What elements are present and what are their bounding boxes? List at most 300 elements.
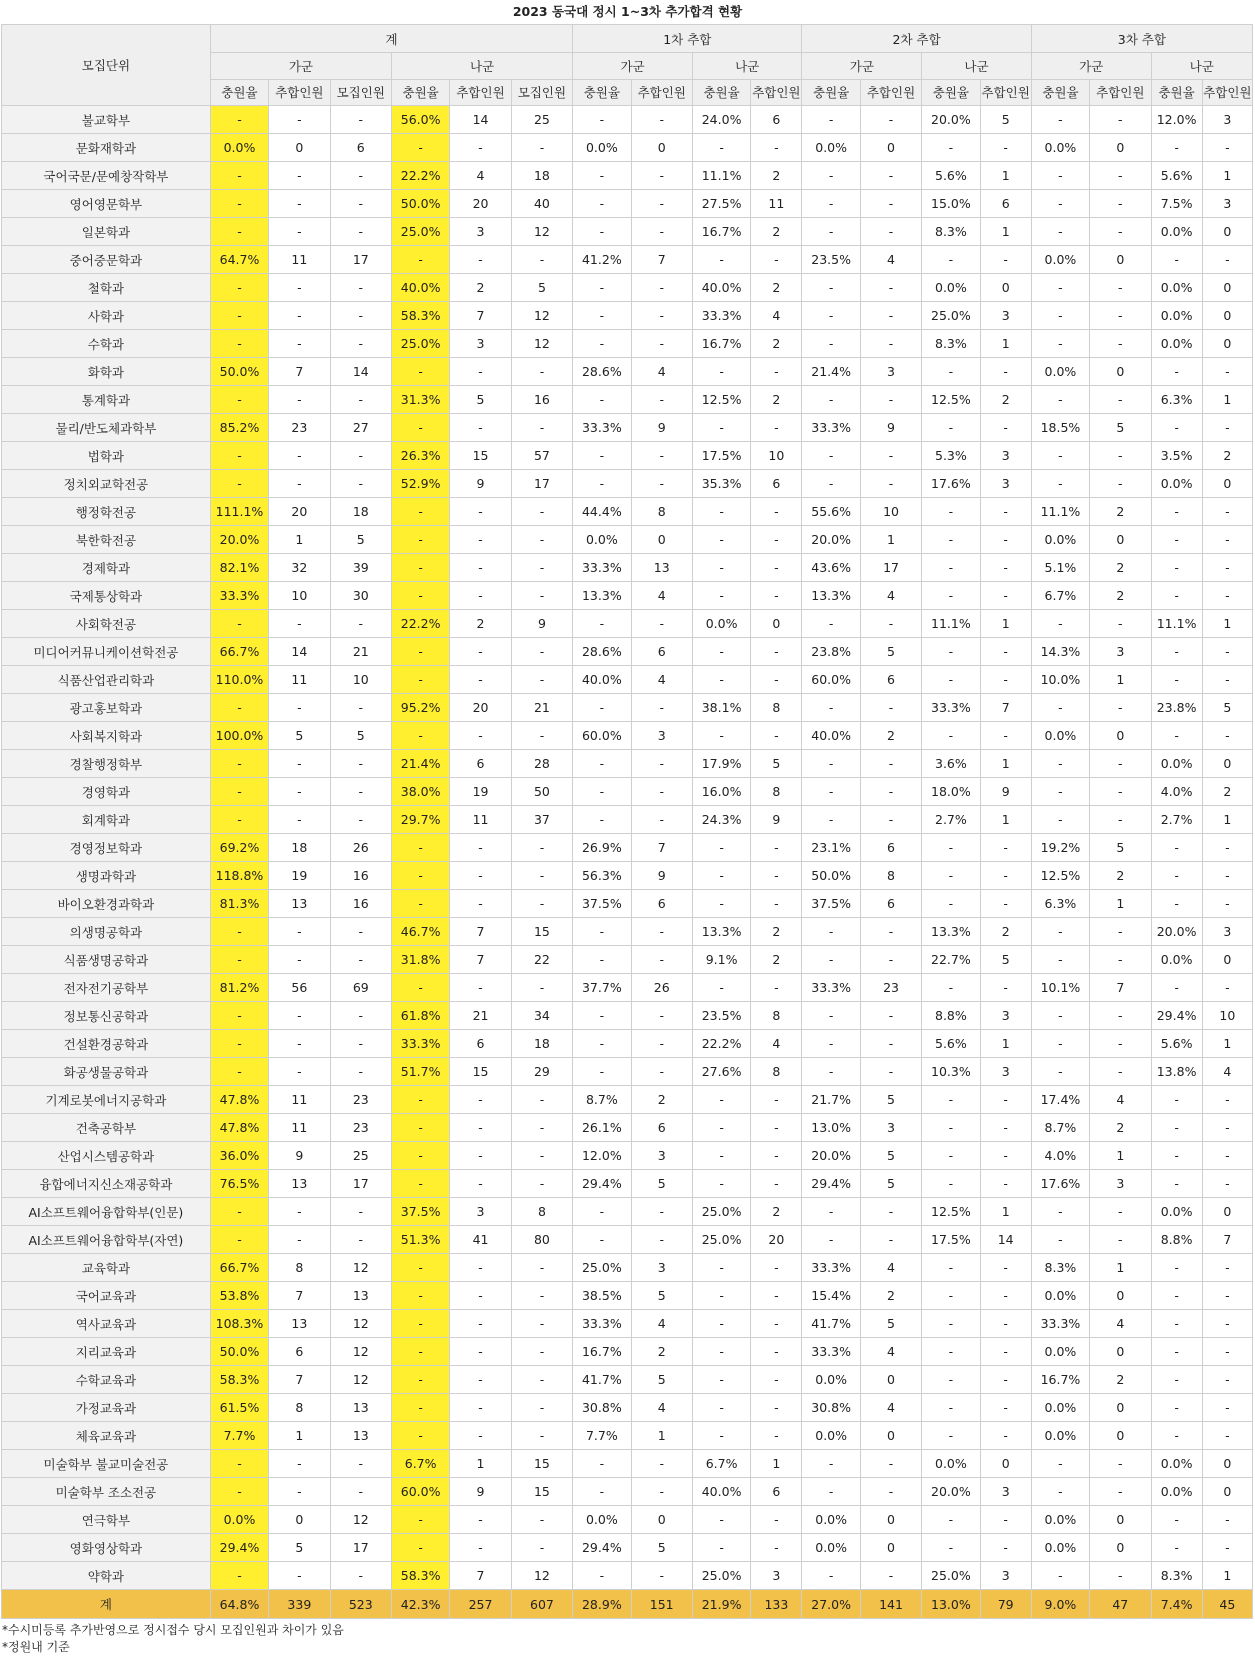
value-cell: 23.5%: [692, 1002, 750, 1030]
value-cell: 3: [1090, 638, 1151, 666]
value-cell: 22.2%: [391, 162, 449, 190]
value-cell: -: [1151, 554, 1202, 582]
value-cell: 13.3%: [573, 582, 631, 610]
value-cell: -: [450, 1422, 511, 1450]
value-cell: -: [330, 1226, 391, 1254]
value-cell: 12.0%: [573, 1142, 631, 1170]
value-cell: -: [922, 1422, 980, 1450]
header-quota: 모집인원: [330, 79, 391, 106]
value-cell: -: [450, 1366, 511, 1394]
value-cell: -: [210, 946, 268, 974]
value-cell: 1: [980, 806, 1031, 834]
value-cell: 16.7%: [573, 1338, 631, 1366]
value-cell: 81.3%: [210, 890, 268, 918]
value-cell: 6.7%: [1031, 582, 1089, 610]
unit-name-cell: 광고홍보학과: [2, 694, 211, 722]
value-cell: -: [330, 386, 391, 414]
value-cell: 0: [860, 134, 921, 162]
header-added: 추합인원: [751, 79, 802, 106]
value-cell: 2: [450, 274, 511, 302]
value-cell: -: [692, 1086, 750, 1114]
unit-name-cell: 생명과학과: [2, 862, 211, 890]
value-cell: 10: [860, 498, 921, 526]
value-cell: -: [330, 1450, 391, 1478]
unit-name-cell: 수학과: [2, 330, 211, 358]
value-cell: 9: [450, 470, 511, 498]
value-cell: -: [1090, 778, 1151, 806]
value-cell: 40.0%: [692, 1478, 750, 1506]
value-cell: -: [802, 1226, 860, 1254]
unit-name-cell: 경영정보학과: [2, 834, 211, 862]
header-r3-ga: 가군: [1031, 53, 1151, 80]
value-cell: -: [980, 1254, 1031, 1282]
value-cell: -: [1031, 1058, 1089, 1086]
value-cell: -: [802, 750, 860, 778]
value-cell: 3: [980, 442, 1031, 470]
value-cell: 11: [450, 806, 511, 834]
value-cell: 11.1%: [1151, 610, 1202, 638]
value-cell: 11: [269, 666, 330, 694]
value-cell: -: [751, 1254, 802, 1282]
total-value-cell: 47: [1090, 1590, 1151, 1619]
value-cell: -: [391, 1422, 449, 1450]
value-cell: 3: [1090, 1170, 1151, 1198]
value-cell: 4: [860, 1338, 921, 1366]
value-cell: 1: [1090, 1142, 1151, 1170]
value-cell: -: [450, 1142, 511, 1170]
value-cell: 8: [751, 694, 802, 722]
value-cell: -: [450, 638, 511, 666]
value-cell: 15: [450, 1058, 511, 1086]
value-cell: -: [631, 1478, 692, 1506]
value-cell: -: [573, 750, 631, 778]
value-cell: 6: [631, 1114, 692, 1142]
value-cell: 13: [631, 554, 692, 582]
value-cell: 1: [1090, 1254, 1151, 1282]
value-cell: 2: [1202, 778, 1252, 806]
value-cell: 33.3%: [802, 1254, 860, 1282]
value-cell: -: [1202, 1114, 1252, 1142]
header-group-r1: 1차 추합: [573, 25, 802, 53]
header-r2-ga: 가군: [802, 53, 922, 80]
value-cell: -: [210, 1450, 268, 1478]
value-cell: 8: [269, 1254, 330, 1282]
value-cell: 22.2%: [692, 1030, 750, 1058]
value-cell: 1: [980, 218, 1031, 246]
table-row: [2, 1002, 1253, 1030]
value-cell: 8.3%: [922, 330, 980, 358]
value-cell: 5.6%: [922, 162, 980, 190]
value-cell: -: [269, 610, 330, 638]
value-cell: -: [391, 1086, 449, 1114]
value-cell: -: [1202, 1338, 1252, 1366]
table-row: [2, 890, 1253, 918]
value-cell: 0.0%: [1031, 1338, 1089, 1366]
value-cell: 16: [330, 862, 391, 890]
value-cell: -: [1031, 1226, 1089, 1254]
value-cell: 1: [1090, 666, 1151, 694]
value-cell: -: [802, 1002, 860, 1030]
value-cell: -: [922, 1086, 980, 1114]
value-cell: -: [573, 106, 631, 134]
total-value-cell: 28.9%: [573, 1590, 631, 1619]
value-cell: 3: [751, 1562, 802, 1590]
value-cell: 43.6%: [802, 554, 860, 582]
value-cell: -: [922, 1310, 980, 1338]
value-cell: 26.9%: [573, 834, 631, 862]
header-group-total: 계: [210, 25, 572, 53]
total-row: [2, 1590, 1253, 1619]
value-cell: 2: [751, 1198, 802, 1226]
value-cell: 40.0%: [573, 666, 631, 694]
value-cell: 0: [1090, 1506, 1151, 1534]
value-cell: -: [511, 554, 572, 582]
unit-name-cell: 건축공학부: [2, 1114, 211, 1142]
value-cell: 11: [751, 190, 802, 218]
value-cell: 12.0%: [1151, 106, 1202, 134]
value-cell: 6.3%: [1031, 890, 1089, 918]
header-added: 추합인원: [631, 79, 692, 106]
header-rate: 충원율: [1031, 79, 1089, 106]
value-cell: -: [860, 274, 921, 302]
value-cell: 33.3%: [573, 414, 631, 442]
value-cell: -: [450, 1394, 511, 1422]
value-cell: -: [511, 582, 572, 610]
value-cell: -: [1151, 1534, 1202, 1562]
value-cell: -: [1090, 442, 1151, 470]
value-cell: -: [511, 134, 572, 162]
value-cell: 11.1%: [1031, 498, 1089, 526]
value-cell: 19: [450, 778, 511, 806]
value-cell: -: [751, 1506, 802, 1534]
value-cell: 57: [511, 442, 572, 470]
value-cell: 5.1%: [1031, 554, 1089, 582]
header-rate: 충원율: [391, 79, 449, 106]
value-cell: -: [330, 750, 391, 778]
value-cell: -: [751, 1114, 802, 1142]
value-cell: -: [269, 918, 330, 946]
value-cell: -: [511, 1114, 572, 1142]
admission-table: [1, 24, 1253, 1619]
value-cell: -: [573, 190, 631, 218]
value-cell: 33.3%: [802, 1338, 860, 1366]
value-cell: 0: [1202, 330, 1252, 358]
value-cell: -: [692, 1310, 750, 1338]
value-cell: -: [751, 1282, 802, 1310]
value-cell: 25.0%: [391, 330, 449, 358]
value-cell: -: [210, 694, 268, 722]
value-cell: -: [980, 1170, 1031, 1198]
value-cell: -: [391, 414, 449, 442]
value-cell: -: [922, 246, 980, 274]
value-cell: 0.0%: [1151, 1478, 1202, 1506]
value-cell: 18.0%: [922, 778, 980, 806]
value-cell: 6: [631, 890, 692, 918]
value-cell: -: [922, 1282, 980, 1310]
value-cell: 1: [980, 1198, 1031, 1226]
value-cell: 5: [860, 1310, 921, 1338]
value-cell: -: [330, 442, 391, 470]
value-cell: 2: [450, 610, 511, 638]
value-cell: 85.2%: [210, 414, 268, 442]
value-cell: -: [860, 442, 921, 470]
unit-name-cell: 사회학전공: [2, 610, 211, 638]
value-cell: 0: [1090, 722, 1151, 750]
value-cell: 21.7%: [802, 1086, 860, 1114]
table-row: [2, 1170, 1253, 1198]
value-cell: -: [391, 1142, 449, 1170]
value-cell: 0.0%: [1031, 1394, 1089, 1422]
value-cell: 22.7%: [922, 946, 980, 974]
value-cell: -: [1202, 1254, 1252, 1282]
value-cell: 8.7%: [573, 1086, 631, 1114]
value-cell: -: [269, 778, 330, 806]
value-cell: 22.2%: [391, 610, 449, 638]
value-cell: 23.1%: [802, 834, 860, 862]
value-cell: 22: [511, 946, 572, 974]
value-cell: 25.0%: [922, 1562, 980, 1590]
value-cell: 0: [1090, 1422, 1151, 1450]
value-cell: 37.5%: [802, 890, 860, 918]
value-cell: -: [980, 1422, 1031, 1450]
value-cell: -: [802, 442, 860, 470]
value-cell: -: [573, 470, 631, 498]
unit-name-cell: 가정교육과: [2, 1394, 211, 1422]
total-value-cell: 607: [511, 1590, 572, 1619]
value-cell: -: [511, 1142, 572, 1170]
value-cell: -: [692, 526, 750, 554]
value-cell: 17.6%: [922, 470, 980, 498]
value-cell: -: [860, 218, 921, 246]
value-cell: 23: [330, 1114, 391, 1142]
value-cell: -: [631, 386, 692, 414]
value-cell: 4: [1090, 1310, 1151, 1338]
value-cell: -: [511, 974, 572, 1002]
value-cell: 9: [511, 610, 572, 638]
value-cell: 2: [1090, 1114, 1151, 1142]
value-cell: -: [573, 302, 631, 330]
value-cell: -: [802, 190, 860, 218]
value-cell: -: [450, 890, 511, 918]
value-cell: -: [1090, 1002, 1151, 1030]
value-cell: 10.0%: [1031, 666, 1089, 694]
value-cell: 0: [1090, 358, 1151, 386]
value-cell: 0: [269, 134, 330, 162]
value-cell: -: [631, 1562, 692, 1590]
value-cell: -: [751, 498, 802, 526]
value-cell: 23: [269, 414, 330, 442]
value-cell: 15: [511, 918, 572, 946]
value-cell: 5: [980, 946, 1031, 974]
value-cell: 8: [269, 1394, 330, 1422]
value-cell: -: [450, 1114, 511, 1142]
value-cell: -: [802, 946, 860, 974]
value-cell: 0.0%: [692, 610, 750, 638]
value-cell: -: [450, 722, 511, 750]
value-cell: -: [631, 106, 692, 134]
value-cell: -: [1151, 526, 1202, 554]
value-cell: -: [1202, 498, 1252, 526]
value-cell: -: [751, 526, 802, 554]
table-row: [2, 638, 1253, 666]
table-row: [2, 330, 1253, 358]
value-cell: -: [631, 1450, 692, 1478]
value-cell: 0.0%: [802, 1534, 860, 1562]
unit-name-cell: 물리/반도체과학부: [2, 414, 211, 442]
table-row: [2, 1142, 1253, 1170]
value-cell: -: [269, 274, 330, 302]
header-unit: 모집단위: [2, 25, 211, 106]
value-cell: 27: [330, 414, 391, 442]
header-added: 추합인원: [980, 79, 1031, 106]
unit-name-cell: 경영학과: [2, 778, 211, 806]
value-cell: -: [751, 666, 802, 694]
value-cell: -: [1202, 974, 1252, 1002]
value-cell: -: [980, 1506, 1031, 1534]
value-cell: -: [391, 1170, 449, 1198]
value-cell: -: [1031, 442, 1089, 470]
table-row: [2, 1198, 1253, 1226]
table-row: [2, 470, 1253, 498]
value-cell: -: [330, 274, 391, 302]
value-cell: -: [1151, 862, 1202, 890]
value-cell: -: [1031, 386, 1089, 414]
value-cell: -: [631, 918, 692, 946]
value-cell: -: [1151, 358, 1202, 386]
value-cell: 13: [330, 1394, 391, 1422]
value-cell: 64.7%: [210, 246, 268, 274]
unit-name-cell: 행정학전공: [2, 498, 211, 526]
value-cell: -: [860, 946, 921, 974]
value-cell: -: [391, 1282, 449, 1310]
header-added: 추합인원: [1202, 79, 1252, 106]
value-cell: -: [1031, 1562, 1089, 1590]
value-cell: 30: [330, 582, 391, 610]
value-cell: -: [511, 1394, 572, 1422]
value-cell: 25: [330, 1142, 391, 1170]
value-cell: 18: [511, 1030, 572, 1058]
value-cell: 2: [751, 218, 802, 246]
value-cell: 38.5%: [573, 1282, 631, 1310]
unit-name-cell: 식품생명공학과: [2, 946, 211, 974]
value-cell: 8: [751, 1058, 802, 1086]
value-cell: 1: [751, 1450, 802, 1478]
value-cell: 0: [1090, 1338, 1151, 1366]
value-cell: -: [1151, 582, 1202, 610]
table-row: [2, 1114, 1253, 1142]
value-cell: 0.0%: [1031, 526, 1089, 554]
value-cell: 0: [1090, 1394, 1151, 1422]
value-cell: 17: [511, 470, 572, 498]
value-cell: 9: [269, 1142, 330, 1170]
value-cell: -: [1151, 1254, 1202, 1282]
value-cell: 51.3%: [391, 1226, 449, 1254]
value-cell: 40.0%: [692, 274, 750, 302]
value-cell: 13: [269, 890, 330, 918]
value-cell: 28.6%: [573, 358, 631, 386]
value-cell: 4: [860, 582, 921, 610]
total-value-cell: 64.8%: [210, 1590, 268, 1619]
value-cell: 20: [450, 694, 511, 722]
value-cell: 7: [980, 694, 1031, 722]
value-cell: 29.4%: [1151, 1002, 1202, 1030]
value-cell: -: [1151, 498, 1202, 526]
header-rate: 충원율: [573, 79, 631, 106]
value-cell: -: [573, 1002, 631, 1030]
value-cell: -: [980, 358, 1031, 386]
value-cell: 21: [330, 638, 391, 666]
value-cell: 21.4%: [802, 358, 860, 386]
value-cell: 5: [1090, 414, 1151, 442]
value-cell: 7: [1090, 974, 1151, 1002]
value-cell: 3: [980, 1058, 1031, 1086]
value-cell: 1: [269, 1422, 330, 1450]
value-cell: 13: [269, 1310, 330, 1338]
header-rate: 충원율: [802, 79, 860, 106]
value-cell: -: [330, 1198, 391, 1226]
value-cell: -: [860, 1198, 921, 1226]
value-cell: 4: [751, 302, 802, 330]
table-row: [2, 106, 1253, 134]
value-cell: -: [631, 694, 692, 722]
value-cell: 0.0%: [1031, 722, 1089, 750]
table-row: [2, 862, 1253, 890]
value-cell: 11.1%: [922, 610, 980, 638]
total-value-cell: 339: [269, 1590, 330, 1619]
value-cell: 0.0%: [1151, 218, 1202, 246]
value-cell: -: [210, 162, 268, 190]
value-cell: 7: [450, 302, 511, 330]
value-cell: 41.7%: [573, 1366, 631, 1394]
value-cell: 29.4%: [573, 1534, 631, 1562]
header-added: 추합인원: [860, 79, 921, 106]
value-cell: 13: [330, 1422, 391, 1450]
value-cell: 9: [980, 778, 1031, 806]
value-cell: -: [511, 1534, 572, 1562]
value-cell: 31.3%: [391, 386, 449, 414]
value-cell: -: [860, 1450, 921, 1478]
unit-name-cell: 중어중문학과: [2, 246, 211, 274]
value-cell: 5: [269, 722, 330, 750]
total-label-cell: 계: [2, 1590, 211, 1619]
value-cell: -: [269, 442, 330, 470]
value-cell: 0: [860, 1422, 921, 1450]
value-cell: 33.3%: [922, 694, 980, 722]
value-cell: -: [980, 1086, 1031, 1114]
value-cell: -: [922, 582, 980, 610]
value-cell: -: [751, 1142, 802, 1170]
value-cell: -: [751, 1086, 802, 1114]
header-added: 추합인원: [269, 79, 330, 106]
value-cell: 10: [330, 666, 391, 694]
value-cell: 8: [631, 498, 692, 526]
value-cell: -: [391, 1310, 449, 1338]
value-cell: 0: [860, 1366, 921, 1394]
value-cell: -: [1090, 330, 1151, 358]
value-cell: 12: [330, 1310, 391, 1338]
value-cell: -: [1202, 414, 1252, 442]
value-cell: -: [860, 1030, 921, 1058]
value-cell: -: [751, 974, 802, 1002]
value-cell: 7.7%: [210, 1422, 268, 1450]
value-cell: 3: [450, 330, 511, 358]
unit-name-cell: 기계로봇에너지공학과: [2, 1086, 211, 1114]
value-cell: 0.0%: [1151, 330, 1202, 358]
value-cell: -: [391, 722, 449, 750]
value-cell: 0.0%: [1151, 302, 1202, 330]
value-cell: 20: [450, 190, 511, 218]
value-cell: -: [1202, 1366, 1252, 1394]
